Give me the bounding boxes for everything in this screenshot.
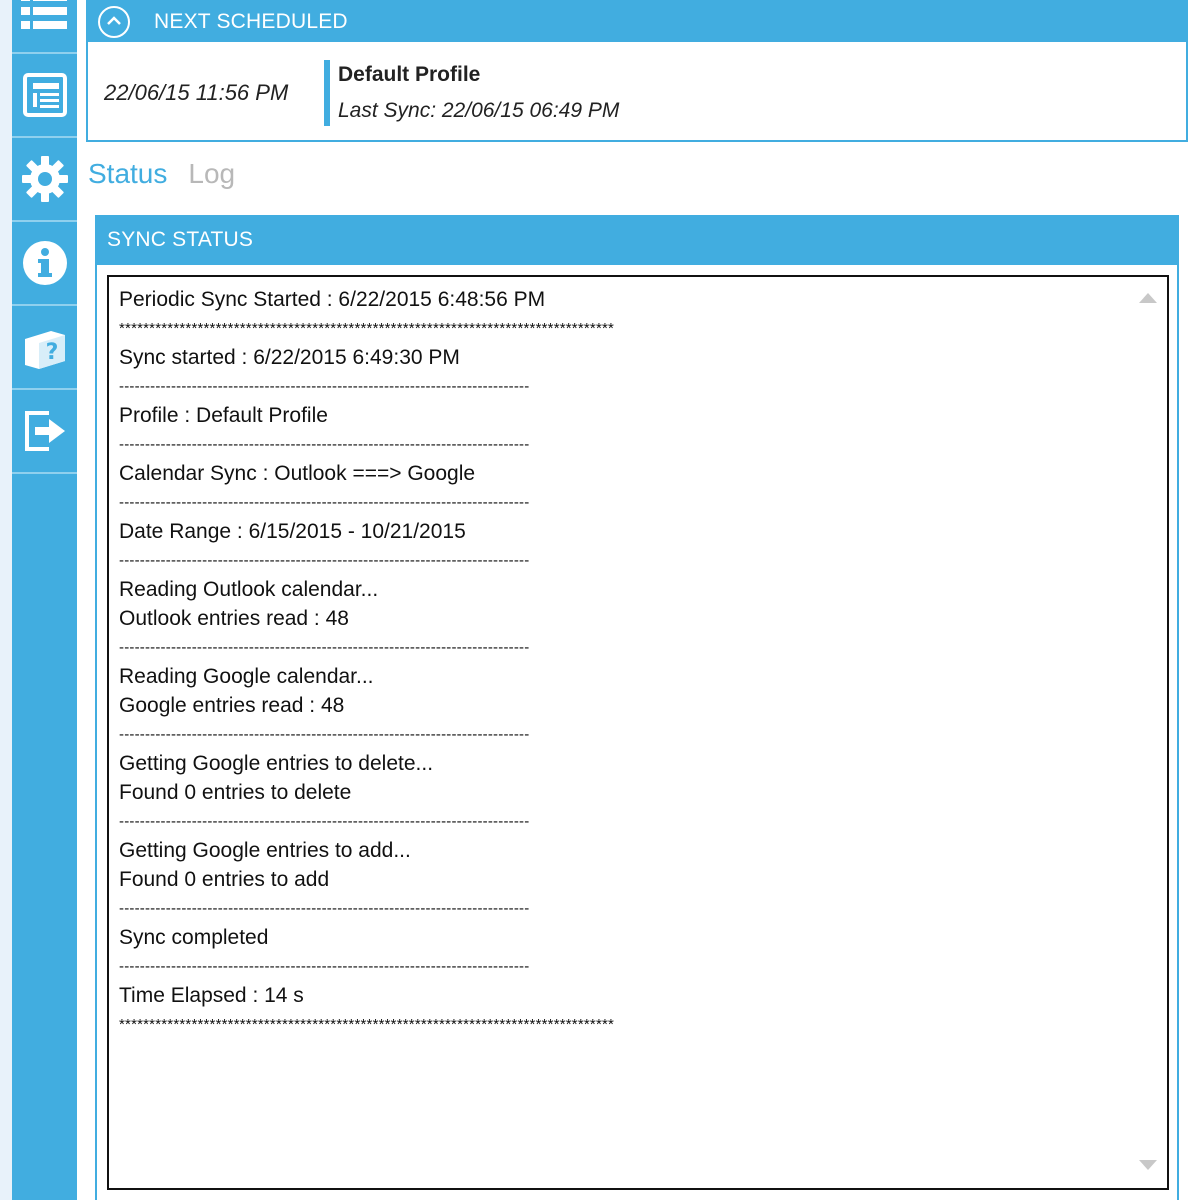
log-line: Reading Google calendar... — [119, 665, 374, 688]
info-icon — [21, 239, 69, 287]
svg-text:?: ? — [45, 340, 58, 365]
log-line: Getting Google entries to delete... — [119, 752, 434, 775]
log-separator: ------------------------------------------------------------------------------- — [119, 639, 530, 656]
log-line: Profile : Default Profile — [119, 404, 328, 427]
last-sync-time: Last Sync: 22/06/15 06:49 PM — [338, 99, 620, 122]
sync-status-panel — [95, 215, 1179, 1200]
list-icon — [21, 0, 69, 33]
sync-status-body — [97, 265, 1177, 1200]
sidebar-item-help[interactable] — [12, 306, 77, 390]
sync-log-textbox[interactable] — [107, 275, 1169, 1190]
next-scheduled-header — [88, 2, 1186, 42]
tab-bar — [88, 158, 235, 190]
newspaper-icon — [21, 71, 69, 119]
log-separator: ------------------------------------------------------------------------------- — [119, 958, 530, 975]
log-line: Time Elapsed : 14 s — [119, 984, 304, 1007]
next-scheduled-time: 22/06/15 11:56 PM — [104, 80, 289, 105]
sidebar — [12, 0, 77, 1200]
sync-log-lines — [119, 285, 1119, 1039]
sidebar-item-settings[interactable] — [12, 138, 77, 222]
help-book-icon — [21, 323, 69, 371]
next-scheduled-panel — [86, 0, 1188, 142]
log-line: Getting Google entries to add... — [119, 839, 411, 862]
log-line: Sync started : 6/22/2015 6:49:30 PM — [119, 346, 460, 369]
log-separator: ********************************************************************************** — [119, 1016, 615, 1033]
next-scheduled-title: NEXT SCHEDULED — [154, 10, 348, 33]
log-line: Google entries read : 48 — [119, 694, 345, 717]
log-separator: ------------------------------------------------------------------------------- — [119, 813, 530, 830]
window-edge — [0, 0, 12, 1200]
sidebar-item-profiles[interactable] — [12, 0, 77, 54]
log-line: Reading Outlook calendar... — [119, 578, 379, 601]
scroll-up-arrow[interactable] — [1139, 293, 1157, 303]
log-separator: ------------------------------------------------------------------------------- — [119, 494, 530, 511]
log-separator: ------------------------------------------------------------------------------- — [119, 436, 530, 453]
log-line: Periodic Sync Started : 6/22/2015 6:48:56 PM — [119, 288, 546, 311]
sidebar-item-exit[interactable] — [12, 390, 77, 474]
log-separator: ********************************************************************************** — [119, 320, 615, 337]
sidebar-item-logs[interactable] — [12, 54, 77, 138]
tab-log[interactable]: Log — [188, 158, 236, 189]
exit-icon — [21, 407, 69, 455]
log-separator: ------------------------------------------------------------------------------- — [119, 900, 530, 917]
log-line: Date Range : 6/15/2015 - 10/21/2015 — [119, 520, 466, 543]
gear-icon — [21, 155, 69, 203]
tab-status[interactable]: Status — [88, 158, 168, 189]
log-line: Sync completed — [119, 926, 269, 949]
log-separator: ------------------------------------------------------------------------------- — [119, 378, 530, 395]
profile-name: Default Profile — [338, 63, 481, 86]
sidebar-item-about[interactable] — [12, 222, 77, 306]
log-separator: ------------------------------------------------------------------------------- — [119, 552, 530, 569]
collapse-toggle-button[interactable] — [98, 6, 130, 38]
log-separator: ------------------------------------------------------------------------------- — [119, 726, 530, 743]
profile-accent-bar — [324, 60, 330, 126]
log-line: Calendar Sync : Outlook ===> Google — [119, 462, 476, 485]
log-line: Found 0 entries to delete — [119, 781, 352, 804]
scroll-down-arrow[interactable] — [1139, 1160, 1157, 1170]
log-line: Found 0 entries to add — [119, 868, 330, 891]
sync-status-title: SYNC STATUS — [107, 228, 254, 251]
log-line: Outlook entries read : 48 — [119, 607, 349, 630]
chevron-up-icon — [107, 13, 121, 31]
